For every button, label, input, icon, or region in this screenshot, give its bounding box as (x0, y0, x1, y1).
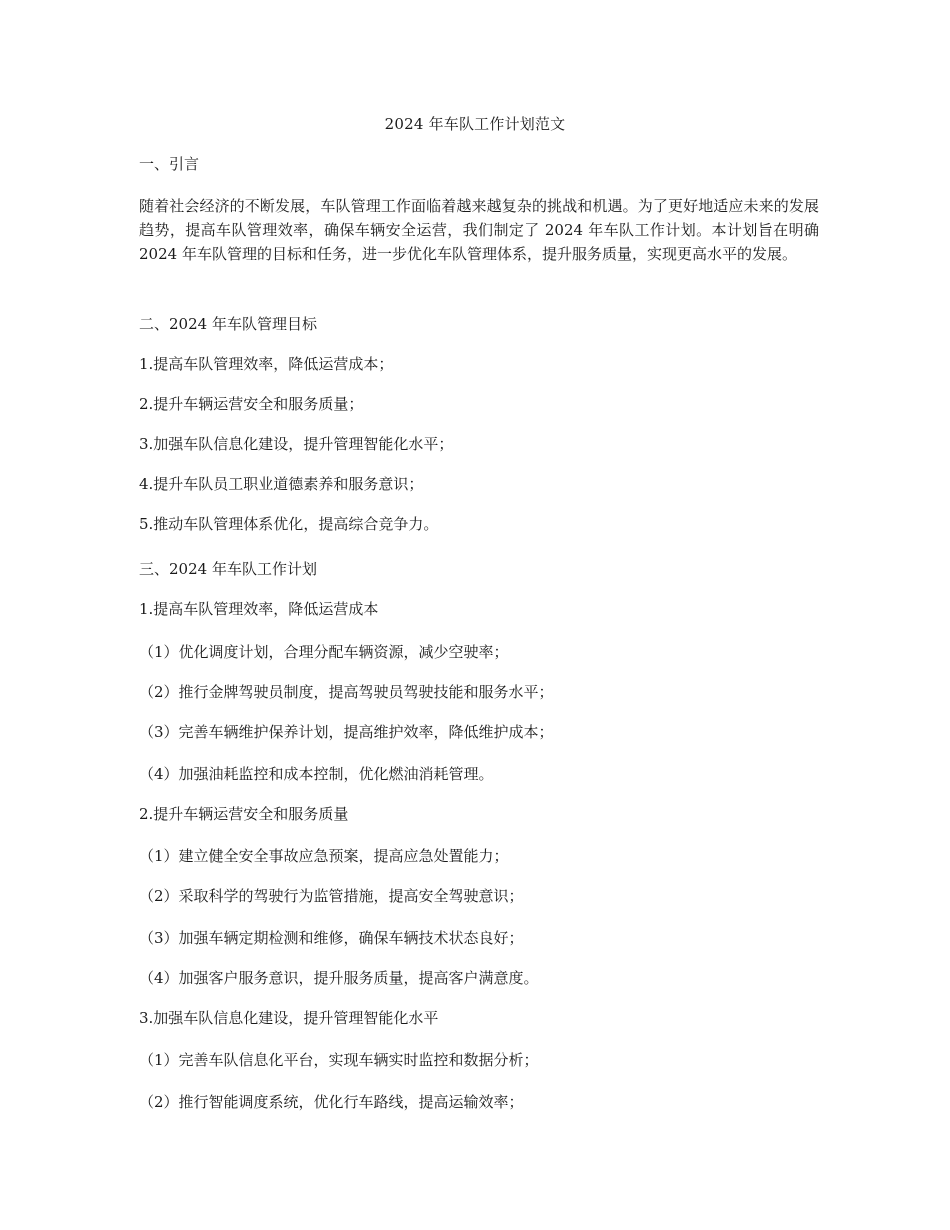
plan-item: （1）建立健全安全事故应急预案，提高应急处置能力； (139, 847, 509, 865)
plan-item: （4）加强油耗监控和成本控制，优化燃油消耗管理。 (139, 765, 494, 783)
plan-item: （1）完善车队信息化平台，实现车辆实时监控和数据分析； (139, 1051, 539, 1069)
plan-item: （3）完善车辆维护保养计划，提高维护效率，降低维护成本； (139, 723, 554, 741)
intro-paragraph: 随着社会经济的不断发展，车队管理工作面临着越来越复杂的挑战和机遇。为了更好地适应未来的发展趋势，提高车队管理效率，确保车辆安全运营，我们制定了 2024 年车队工作计划。本计划旨在明确 2024 年车队管理的目标和任务，进一步优化车队管理体系，提升服务质量，实现更高水平的发展。 (139, 197, 819, 263)
plan-item: （4）加强客户服务意识，提升服务质量，提高客户满意度。 (139, 969, 539, 987)
section-heading-plan: 三、2024 年车队工作计划 (139, 560, 317, 578)
goal-item: 2.提升车辆运营安全和服务质量； (139, 395, 364, 413)
document-title: 2024 年车队工作计划范文 (384, 115, 566, 133)
goal-item: 5.推动车队管理体系优化，提高综合竞争力。 (139, 515, 439, 533)
section-heading-introduction: 一、引言 (139, 155, 200, 173)
plan-item: （2）推行金牌驾驶员制度，提高驾驶员驾驶技能和服务水平； (139, 683, 554, 701)
goal-item: 3.加强车队信息化建设，提升管理智能化水平； (139, 435, 454, 453)
plan-heading-efficiency: 1.提高车队管理效率，降低运营成本 (139, 600, 379, 618)
plan-heading-informatization: 3.加强车队信息化建设，提升管理智能化水平 (139, 1009, 439, 1027)
section-heading-goals: 二、2024 年车队管理目标 (139, 315, 317, 333)
goal-item: 1.提高车队管理效率，降低运营成本； (139, 355, 394, 373)
goal-item: 4.提升车队员工职业道德素养和服务意识； (139, 475, 424, 493)
plan-item: （2）推行智能调度系统，优化行车路线，提高运输效率； (139, 1093, 524, 1111)
plan-item: （3）加强车辆定期检测和维修，确保车辆技术状态良好； (139, 929, 524, 947)
plan-item: （2）采取科学的驾驶行为监管措施，提高安全驾驶意识； (139, 887, 524, 905)
plan-heading-safety: 2.提升车辆运营安全和服务质量 (139, 805, 349, 823)
plan-item: （1）优化调度计划，合理分配车辆资源，减少空驶率； (139, 643, 509, 661)
